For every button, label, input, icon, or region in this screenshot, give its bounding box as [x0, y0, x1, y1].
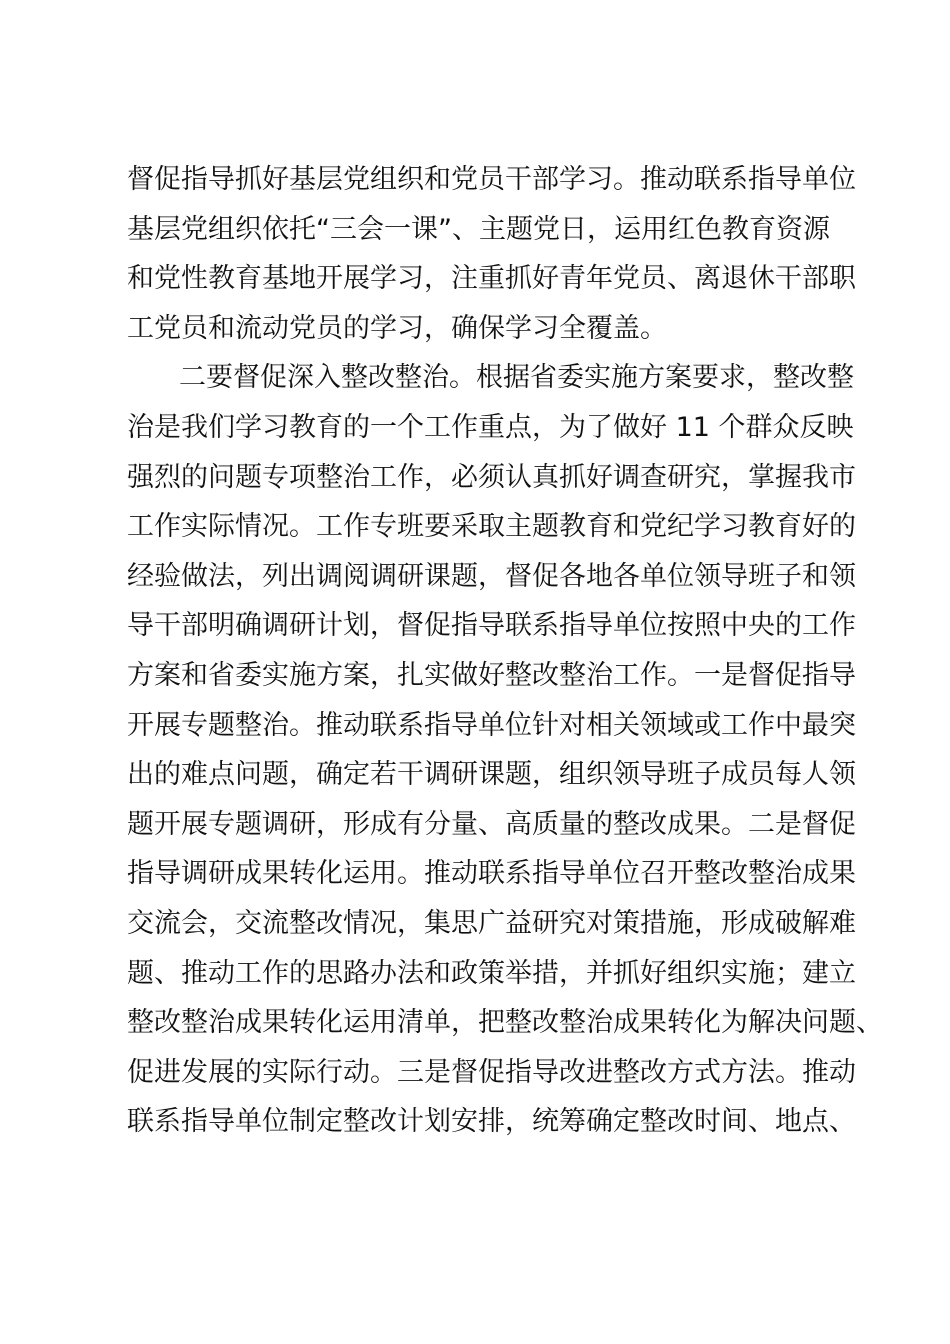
- text-line: 联系指导单位制定整改计划安排，统筹确定整改时间、地点、: [127, 1106, 856, 1138]
- body-text: [127, 155, 883, 1147]
- text-line: 题、推动工作的思路办法和政策举措，并抓好组织实施；建立: [127, 957, 856, 989]
- text-line: 整改整治成果转化运用清单，把整改整治成果转化为解决问题、: [127, 1007, 883, 1039]
- text-line: 和党性教育基地开展学习，注重抓好青年党员、离退休干部职: [127, 263, 856, 295]
- text-line: 强烈的问题专项整治工作，必须认真抓好调查研究，掌握我市: [127, 461, 856, 493]
- text-line: 经验做法，列出调阅调研课题，督促各地各单位领导班子和领: [127, 560, 856, 592]
- paragraph-start-line: 二要督促深入整改整治。根据省委实施方案要求，整改整: [179, 362, 854, 394]
- text-line: 工作实际情况。工作专班要采取主题教育和党纪学习教育好的: [127, 511, 856, 543]
- text-line: 出的难点问题，确定若干调研课题，组织领导班子成员每人领: [127, 759, 856, 791]
- text-line: 治是我们学习教育的一个工作重点，为了做好 11 个群众反映: [127, 411, 854, 443]
- text-line: 开展专题整治。推动联系指导单位针对相关领域或工作中最突: [127, 709, 856, 741]
- text-line: 指导调研成果转化运用。推动联系指导单位召开整改整治成果: [127, 858, 856, 890]
- text-line: 方案和省委实施方案，扎实做好整改整治工作。一是督促指导: [127, 659, 856, 691]
- text-line: 题开展专题调研，形成有分量、高质量的整改成果。二是督促: [127, 808, 856, 840]
- text-line: 促进发展的实际行动。三是督促指导改进整改方式方法。推动: [127, 1056, 856, 1088]
- text-line: 交流会，交流整改情况，集思广益研究对策措施，形成破解难: [127, 907, 856, 939]
- text-line: 基层党组织依托“三会一课”、主题党日，运用红色教育资源: [127, 213, 830, 245]
- text-line: 导干部明确调研计划，督促指导联系指导单位按照中央的工作: [127, 610, 856, 642]
- text-line: 工党员和流动党员的学习，确保学习全覆盖。: [127, 312, 667, 344]
- text-line: 督促指导抓好基层党组织和党员干部学习。推动联系指导单位: [127, 164, 856, 195]
